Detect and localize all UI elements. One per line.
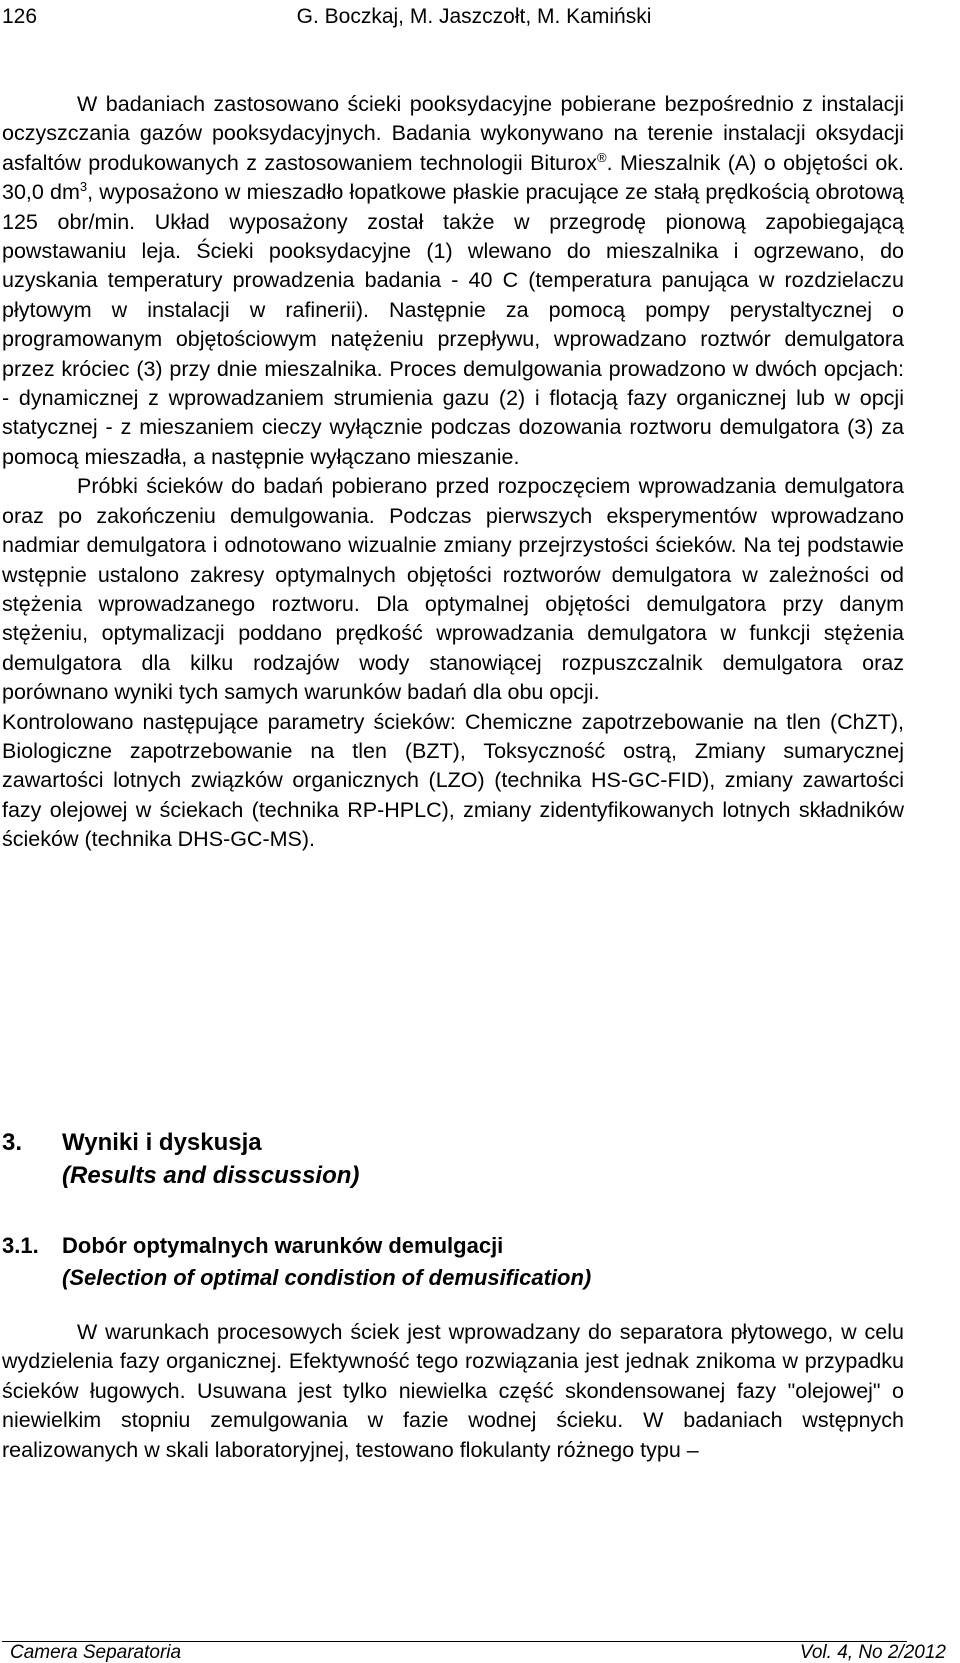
section-title-en: (Results and disscussion) [62,1162,360,1189]
methods-text-block [2,90,904,855]
paragraph-results: W warunkach procesowych ściek jest wprowadzany do separatora płytowego, w celu wydzielenia fazy organicznej. Efektywność tego rozwiązania jest jednak znikoma w przypadku ścieków ługowych. Usuwana jest tylko niewielka część skondensowanej fazy "olejowej" o niewielkim stopniu zemulgowania w fazie wodnej ścieku. W badaniach wstępnych realizowanych w skali laboratoryjnej, testowano flokulanty różnego typu – [2,1320,904,1462]
page-number: 126 [2,5,38,28]
footer-volume: Vol. 4, No 2/2012 [799,1642,946,1663]
subsection-title-en: (Selection of optimal condistion of demusification) [62,1265,592,1290]
header-authors: G. Boczkaj, M. Jaszczołt, M. Kamiński [296,5,652,28]
superscript-3: 3 [79,179,88,195]
subsection-number: 3.1. [2,1233,39,1258]
section-number: 3. [2,1129,23,1156]
results-text-block [2,1318,904,1465]
footer-journal: Camera Separatoria [10,1642,182,1663]
paragraph-sampling: Próbki ścieków do badań pobierano przed rozpoczęciem wprowadzania demulgatora oraz po zakończeniu demulgowania. Podczas pierwszych eksperymentów wprowadzano nadmiar demulgatora i odnotowano wizualnie zmiany przejrzystości ścieków. Na tej podstawie wstępnie ustalono zakresy optymalnych objętości roztworów demulgatora w zależności od stężenia wprowadzanego roztworu. Dla optymalnej objętości demulgatora przy danym stężeniu, optymalizacji poddano prędkość wprowadzania demulgatora w funkcji stężenia demulgatora dla kilku rodzajów wody stanowiącej rozpuszczalnik demulgatora oraz porównano wyniki tych samych warunków badań dla obu opcji. [2,474,904,705]
registered-mark: ® [597,149,607,165]
paragraph-parameters: Kontrolowano następujące parametry ścieków: Chemiczne zapotrzebowanie na tlen (ChZT), Biologiczne zapotrzebowanie na tlen (BZT), Toksyczność ostrą, Zmiany sumarycznej zawartości lotnych związków organicznych (LZO) (technika HS-GC-FID), zmiany zawartości fazy olejowej w ściekach (technika RP-HPLC), zmiany zidentyfikowanych lotnych składników ścieków (technika DHS-GC-MS). [2,709,904,852]
paragraph-methods: W badaniach zastosowano ścieki pooksydacyjne pobierane bezpośrednio z instalacji oczyszczania gazów pooksydacyjnych. Badania wykonywano na terenie instalacji oksydacji asfaltów produkowanych z zastosowaniem technologii Biturox®. Mieszalnik (A) o objętości ok. 30,0 $dm^3$, wyposażono w mieszadło łopatkowe płaskie pracujące ze stałą prędkością obrotową 125 obr/min. Układ wyposażony został także w przegrodę pionową zapobiegającą powstawaniu leja. Ścieki pooksydacyjne (1) wlewano do mieszalnika i ogrzewano, do uzyskania temperatury prowadzenia badania - 40 C (temperatura panująca w rozdzielaczu płytowym w instalacji w rafinerii). Następnie za pomocą pompy perystaltycznej o programowanym objętościowym natężeniu przepływu, wprowadzano roztwór demulgatora przez króciec (3) przy dnie mieszalnika. Proces demulgowania prowadzono w dwóch opcjach: - dynamicznej z wprowadzaniem strumienia gazu (2) i flotacją fazy organicznej lub w opcji statycznej - z mieszaniem cieczy wyłącznie podczas dozowania roztworu demulgatora (3) za pomocą mieszadła, a następnie wyłączano mieszanie. [2,92,904,469]
section-title-pl: Wyniki i dyskusja [62,1129,262,1156]
subsection-title-pl: Dobór optymalnych warunków demulgacji [62,1233,504,1258]
